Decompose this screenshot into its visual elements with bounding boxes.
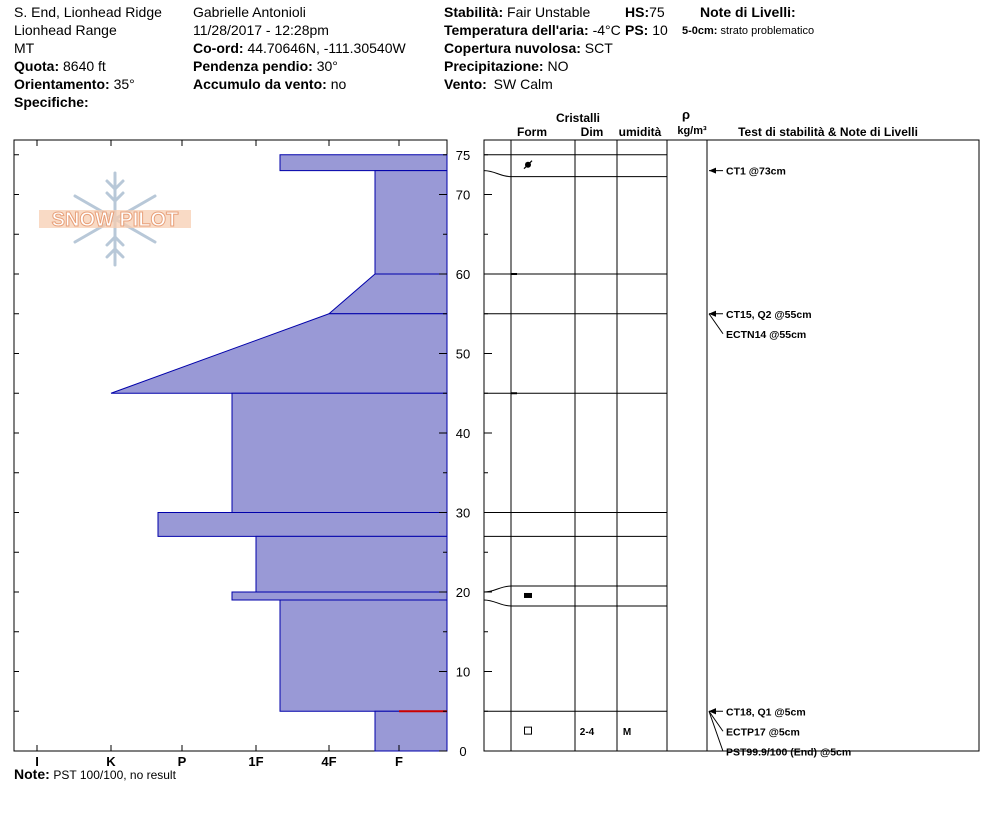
stability-label: Stabilità: xyxy=(444,4,504,20)
coord-label: Co-ord: xyxy=(193,40,244,56)
table-connector-20 xyxy=(484,586,511,592)
layer-table xyxy=(484,140,979,751)
datetime: 11/28/2017 - 12:28pm xyxy=(193,22,329,38)
moisture-header: umidità xyxy=(618,125,662,139)
observer: Gabrielle Antonioli xyxy=(193,4,306,20)
coord-value: 44.70646N, -111.30540W xyxy=(247,40,406,56)
hardness-layer-8 xyxy=(280,600,447,711)
hardness-layer-1 xyxy=(375,171,447,274)
location-line3: MT xyxy=(14,40,35,56)
hs-label: HS: xyxy=(625,4,650,20)
hardness-layer-4 xyxy=(232,393,447,512)
note-value: PST 100/100, no result xyxy=(53,768,176,782)
tests-header: Test di stabilità & Note di Livelli xyxy=(738,125,918,139)
hardness-label-F: F xyxy=(395,754,403,769)
ps-value: 10 xyxy=(652,22,668,38)
layer-notes-title: Note di Livelli: xyxy=(700,4,796,20)
moisture-label: M xyxy=(622,727,632,739)
crystals-header: Cristalli xyxy=(555,111,601,125)
note-label: Note: xyxy=(14,766,50,782)
elevation-label: Quota: xyxy=(14,58,60,74)
hardness-label-K: K xyxy=(106,754,116,769)
stability-test-label: CT1 @73cm xyxy=(726,165,786,178)
wind-loading-value: no xyxy=(330,76,347,92)
hardness-label-4F: 4F xyxy=(321,754,337,769)
test-arrow-icon xyxy=(709,168,716,174)
precip-value: NO xyxy=(547,58,569,74)
layer-note-depth: 5-0cm: xyxy=(682,25,718,37)
wind-label: Vento: xyxy=(444,76,487,92)
precip-label: Precipitazione: xyxy=(444,58,544,74)
depth-label-75: 75 xyxy=(455,147,471,163)
melt-freeze-crust-icon xyxy=(524,593,532,598)
hardness-label-I: I xyxy=(35,754,39,769)
air-temp-value: -4°C xyxy=(592,22,621,38)
stability-test-label: ECTP17 @5cm xyxy=(726,726,800,739)
layer-table-frame xyxy=(484,140,979,751)
depth-label-0: 0 xyxy=(459,744,467,759)
aspect-label: Orientamento: xyxy=(14,76,110,92)
hardness-label-P: P xyxy=(177,754,187,769)
hardness-layer-5 xyxy=(158,513,447,537)
stability-test-label: ECTN14 @55cm xyxy=(726,328,807,341)
stability-value: Fair Unstable xyxy=(507,4,591,20)
specifics-label: Specifiche: xyxy=(14,94,89,110)
cloud-value: SCT xyxy=(584,40,613,56)
table-connector-19 xyxy=(484,600,511,606)
hs-value: 75 xyxy=(649,4,665,20)
hardness-label-1F: 1F xyxy=(248,754,264,769)
hardness-layer-7 xyxy=(232,592,447,600)
slope-value: 30° xyxy=(316,58,338,74)
footer-note xyxy=(14,766,176,782)
depth-label-20: 20 xyxy=(455,585,471,600)
faceted-crystals-icon xyxy=(525,727,532,734)
stability-test-label: CT18, Q1 @5cm xyxy=(726,706,806,719)
elevation-value: 8640 ft xyxy=(63,58,106,74)
hardness-layer-6 xyxy=(256,536,447,592)
depth-label-40: 40 xyxy=(455,426,471,441)
depth-label-50: 50 xyxy=(455,346,471,362)
table-connector-73 xyxy=(484,171,511,177)
grain-size-label: 2-4 xyxy=(579,727,595,739)
size-header: Dim xyxy=(580,125,604,139)
location-line1: S. End, Lionhead Ridge xyxy=(14,4,162,20)
cloud-label: Copertura nuvolosa: xyxy=(444,40,581,56)
stability-test-label: PST99.9/100 (End) @5cm xyxy=(726,746,852,759)
slope-label: Pendenza pendio: xyxy=(193,58,313,74)
location-line2: Lionhead Range xyxy=(14,22,117,38)
depth-label-30: 30 xyxy=(455,505,471,521)
test-leader-line xyxy=(709,711,723,751)
layer-note-text: strato problematico xyxy=(720,25,815,37)
form-header: Form xyxy=(517,125,547,139)
density-header: kg/m³ xyxy=(677,125,707,137)
ps-label: PS: xyxy=(625,22,649,38)
wind-loading-label: Accumulo da vento: xyxy=(193,76,327,92)
depth-label-60: 60 xyxy=(455,267,471,282)
stability-tests xyxy=(709,166,851,759)
depth-label-10: 10 xyxy=(455,664,471,680)
depth-label-70: 70 xyxy=(455,187,471,203)
hardness-layer-0 xyxy=(280,155,447,171)
logo-text: SNOW PILOT xyxy=(51,209,179,231)
stability-test-label: CT15, Q2 @55cm xyxy=(726,308,812,321)
wind-value: SW Calm xyxy=(493,76,553,92)
aspect-value: 35° xyxy=(113,76,135,92)
hardness-layer-9 xyxy=(375,711,447,751)
air-temp-label: Temperatura dell'aria: xyxy=(444,22,589,38)
rho-header: ρ xyxy=(681,107,691,122)
